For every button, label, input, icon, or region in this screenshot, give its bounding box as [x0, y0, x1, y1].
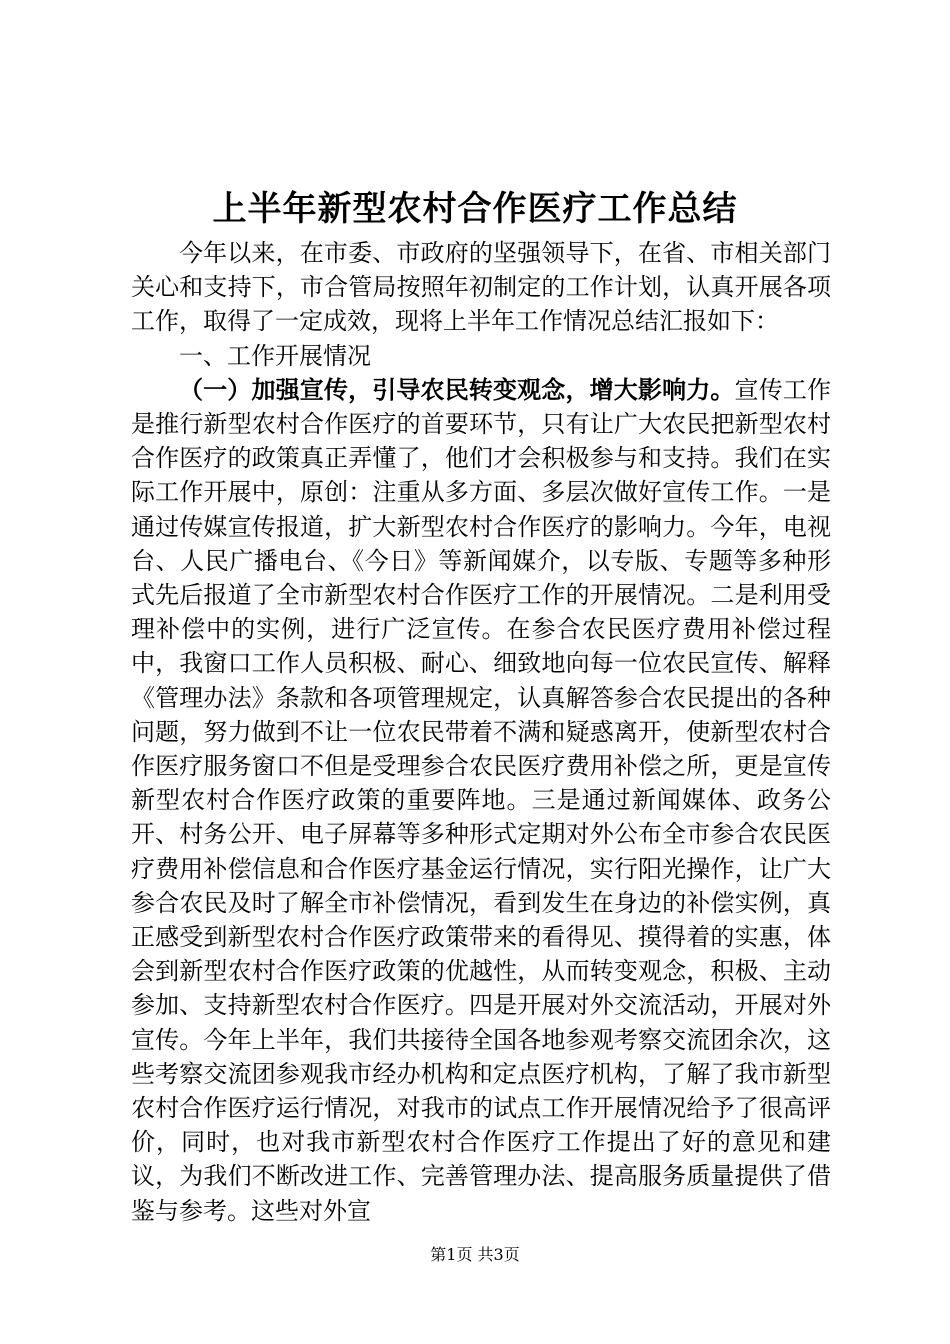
- document-body: [131, 236, 831, 1228]
- intro-paragraph: 今年以来，在市委、市政府的坚强领导下，在省、市相关部门关心和支持下，市合管局按照年初制定的工作计划，认真开展各项工作，取得了一定成效，现将上半年工作情况总结汇报如下：: [131, 239, 831, 336]
- page-footer: [0, 1244, 950, 1266]
- subsection-paragraph: [131, 373, 831, 1228]
- page-indicator: 第1页 共3页: [430, 1245, 520, 1264]
- subsection-heading: （一）加强宣传，引导农民转变观念，增大影响力。: [179, 374, 735, 404]
- document-title: 上半年新型农村合作医疗工作总结: [212, 189, 738, 229]
- subsection-body: 宣传工作是推行新型农村合作医疗的首要环节，只有让广大农民把新型农村合作医疗的政策真正弄懂了，他们才会积极参与和支持。我们在实际工作开展中，原创：注重从多方面、多层次做好宣传工作。一是通过传媒宣传报道，扩大新型农村合作医疗的影响力。今年，电视台、人民广播电台、《今日》等新闻媒介，以专版、专题等多种形式先后报道了全市新型农村合作医疗工作的开展情况。二是利用受理补偿中的实例，进行广泛宣传。在参合农民医疗费用补偿过程中，我窗口工作人员积极、耐心、细致地向每一位农民宣传、解释《管理办法》条款和各项管理规定，认真解答参合农民提出的各种问题，努力做到不让一位农民带着不满和疑惑离开，使新型农村合作医疗服务窗口不但是受理参合农民医疗费用补偿之所，更是宣传新型农村合作医疗政策的重要阵地。三是通过新闻媒体、政务公开、村务公开、电子屏幕等多种形式定期对外公布全市参合农民医疗费用补偿信息和合作医疗基金运行情况，实行阳光操作，让广大参合农民及时了解全市补偿情况，看到发生在身边的补偿实例，真正感受到新型农村合作医疗政策带来的看得见、摸得着的实惠，体会到新型农村合作医疗政策的优越性，从而转变观念，积极、主动参加、支持新型农村合作医疗。四是开展对外交流活动，开展对外宣传。今年上半年，我们共接待全国各地参观考察交流团余次，这些考察交流团参观我市经办机构和定点医疗机构，了解了我市新型农村合作医疗运行情况，对我市的试点工作开展情况给予了很高评价，同时，也对我市新型农村合作医疗工作提出了好的意见和建议，为我们不断改进工作、完善管理办法、提高服务质量提供了借鉴与参考。这些对外宣: [131, 375, 832, 1225]
- section-heading-paragraph: [131, 339, 831, 373]
- section-heading: 一、工作开展情况: [179, 341, 371, 370]
